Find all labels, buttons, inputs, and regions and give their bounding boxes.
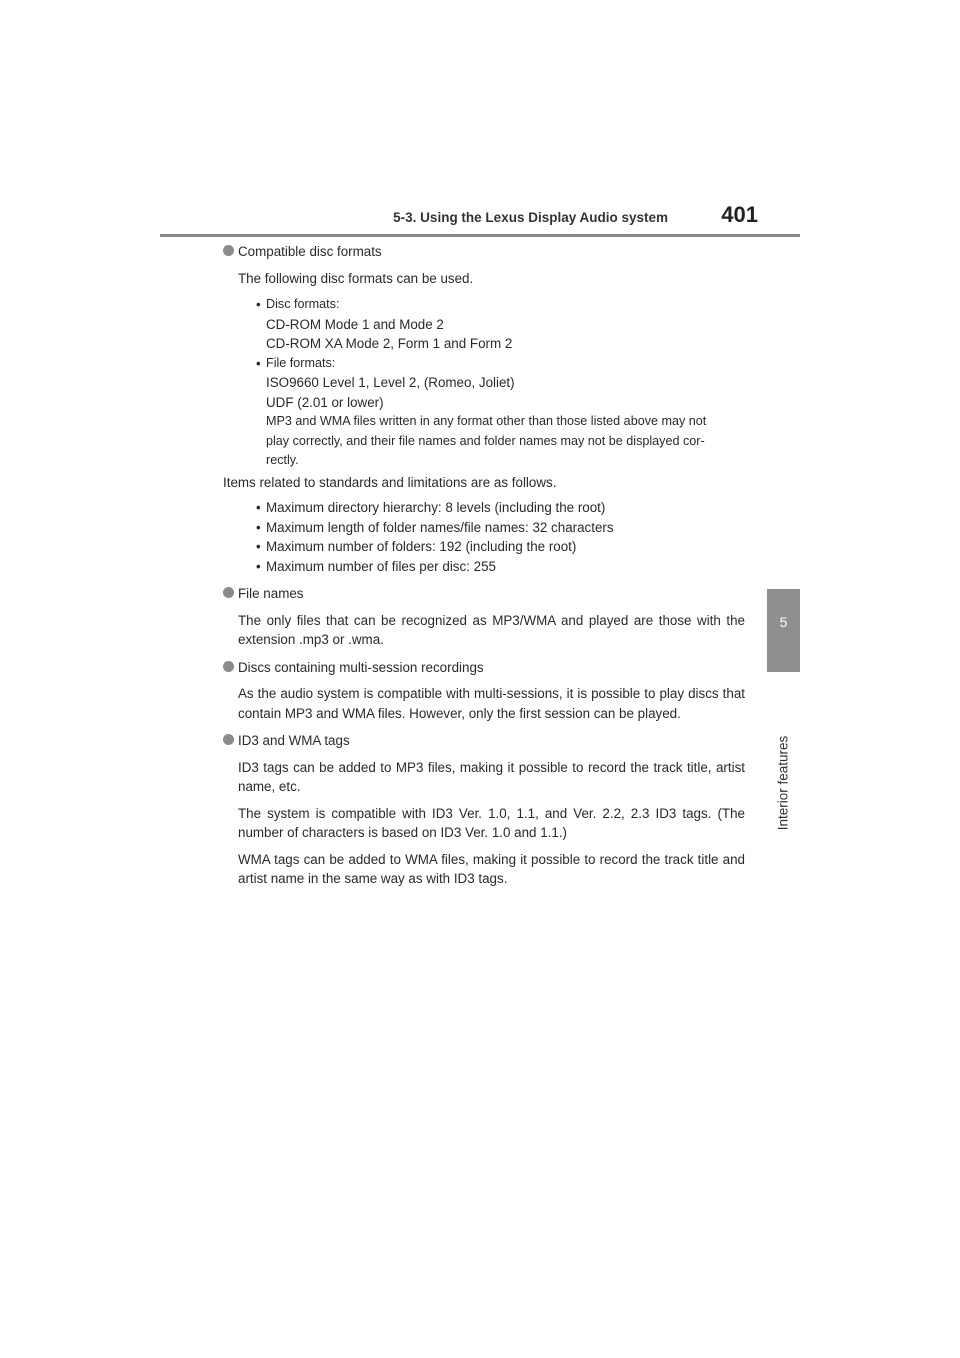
list-item: • Maximum directory hierarchy: 8 levels (including the root)	[238, 498, 745, 518]
middle-dot-icon: •	[256, 500, 261, 515]
section-multisession	[223, 658, 745, 724]
section-title: 5-3. Using the Lexus Display Audio system	[393, 210, 668, 225]
body-text: The system is compatible with ID3 Ver. 1.0, 1.1, and Ver. 2.2, 2.3 ID3 tags. (The number of characters is based on ID3 Ver. 1.0 and 1.1.)	[238, 805, 745, 840]
limits-intro: Items related to standards and limitations are as follows.	[223, 474, 557, 490]
page-content	[223, 242, 745, 897]
chapter-label: Interior features	[775, 735, 791, 831]
page-number: 401	[721, 202, 758, 227]
body-text: As the audio system is compatible with multi-sessions, it is possible to play discs that contain MP3 and WMA files. However, only the first session can be played.	[238, 686, 745, 721]
middle-dot-icon: •	[256, 297, 261, 312]
middle-dot-icon: •	[256, 519, 261, 535]
page-header	[160, 198, 800, 237]
body-text: ID3 tags can be added to MP3 files, making it possible to record the track title, artist name, etc.	[238, 759, 745, 794]
bullet-icon	[223, 245, 234, 256]
middle-dot-icon: •	[256, 558, 261, 574]
section-tags	[223, 731, 745, 889]
section-heading: Compatible disc formats	[223, 242, 745, 262]
chapter-tab	[767, 589, 800, 672]
section-heading: Discs containing multi-session recordings	[223, 658, 745, 678]
intro-text: The following disc formats can be used.	[238, 270, 474, 286]
section-file-names	[223, 584, 745, 650]
list-item: • Maximum length of folder names/file names: 32 characters	[238, 518, 745, 538]
list-item: • Disc formats: CD-ROM Mode 1 and Mode 2 CD-ROM XA Mode 2, Form 1 and Form 2	[256, 297, 513, 351]
section-heading: ID3 and WMA tags	[223, 731, 745, 751]
chapter-number: 5	[779, 614, 788, 630]
body-text: WMA tags can be added to WMA files, making it possible to record the track title and artist name in the same way as with ID3 tags.	[238, 851, 745, 886]
middle-dot-icon: •	[256, 539, 261, 554]
bullet-icon	[223, 587, 234, 598]
bullet-icon	[223, 734, 234, 745]
body-text: The only files that can be recognized as MP3/WMA and played are those with the extension .mp3 or .wma.	[238, 612, 745, 647]
list-item: • Maximum number of folders: 192 (including the root)	[238, 537, 745, 557]
list-item: • Maximum number of files per disc: 255	[238, 557, 745, 577]
bullet-icon	[223, 661, 234, 672]
section-compatible-formats	[223, 242, 745, 576]
section-heading: File names	[223, 584, 745, 604]
middle-dot-icon: •	[256, 355, 261, 371]
list-item: • File formats: ISO9660 Level 1, Level 2, (Romeo, Joliet) UDF (2.01 or lower) MP3 and WMA files written in any format other than those listed above may not play correctly, and their file names and folder names may not be displayed cor- rectly.	[256, 355, 707, 467]
